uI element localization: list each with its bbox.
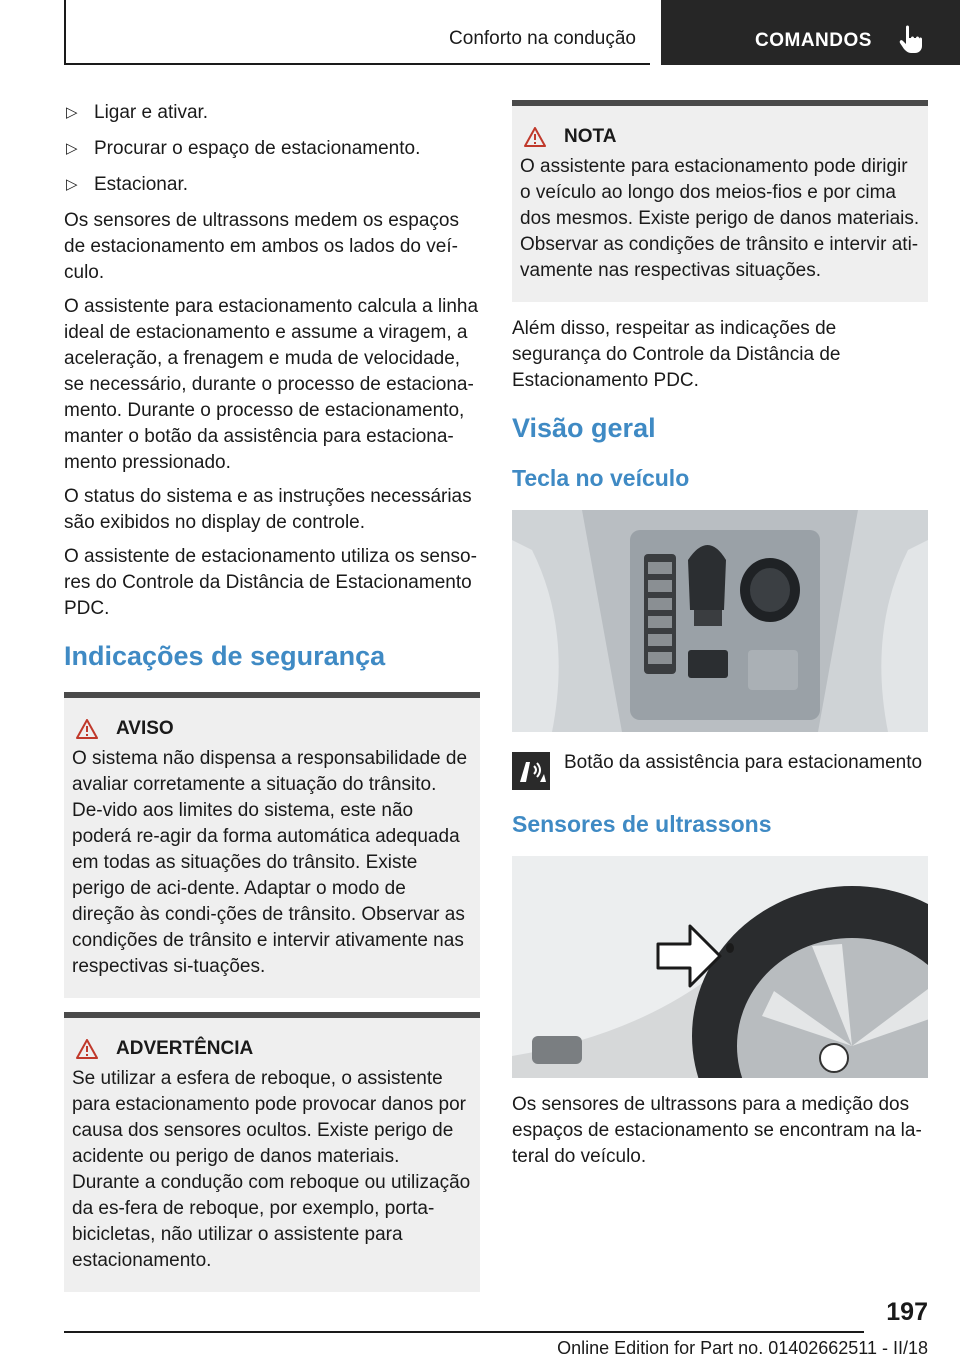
triangle-bullet-icon: ▷ [66, 176, 78, 193]
triangle-bullet-icon: ▷ [66, 140, 78, 157]
warning-title: AVISO [116, 718, 174, 739]
body-paragraph: O assistente de estacionamento utiliza os senso-res do Controle da Distância de Estacionamento PDC. [64, 546, 477, 619]
sensors-caption: Os sensores de ultrassons para a medição dos espaços de estacionamento se encontram na la-teral do veículo. [512, 1094, 922, 1167]
park-assist-button-icon [512, 752, 550, 790]
warning-triangle-icon [76, 1039, 98, 1059]
warning-text: O sistema não dispensa a responsabilidade de avaliar corretamente a situação do trânsito. De-vido aos limites do sistema, este não poderá re-agir da forma automática adequada em todas as situações do trânsito. Existe perigo de aci-dente. Adaptar o modo de direção às condi-ções de trânsito. Observar as condições de trânsito e intervir ativamente nas respectivas si-tuações. [72, 748, 468, 977]
page-number: 197 [886, 1298, 928, 1326]
warning-box-aviso [64, 692, 480, 998]
list-item: ▷ Estacionar. [64, 172, 480, 198]
warning-title: ADVERTÊNCIA [116, 1038, 254, 1059]
note-title: NOTA [564, 126, 617, 147]
warning-text: Se utilizar a esfera de reboque, o assistente para estacionamento pode provocar danos por causa dos sensores ocultos. Existe perigo de acidente ou perigo de danos materiais. Durante a condução com reboque ou utilização da es-fera de reboque, por exemplo, porta-bicicletas, não utilizar o assistente para estacionamento. [72, 1068, 471, 1271]
chapter-tab-label: COMANDOS [755, 30, 872, 51]
footer-edition: Online Edition for Part no. 01402662511 - II/18 [557, 1338, 928, 1358]
body-paragraph: Além disso, respeitar as indicações de segurança do Controle da Distância de Estacionamento PDC. [512, 318, 841, 391]
body-paragraph: Os sensores de ultrassons medem os espaços de estacionamento em ambos os lados do veí-culo. [64, 210, 459, 283]
center-console-photo [512, 510, 928, 732]
right-column [512, 100, 928, 1178]
list-item: ▷ Ligar e ativar. [64, 100, 480, 126]
body-paragraph: O status do sistema e as instruções necessárias são exibidos no display de controle. [64, 486, 472, 533]
warning-triangle-icon [76, 719, 98, 739]
body-paragraph: O assistente para estacionamento calcula a linha ideal de estacionamento e assume a viragem, a aceleração, a frenagem e muda de velocidade, se necessário, durante o processo de estaciona-mento. Durante o processo de estacionamento, manter o botão da assistência para estaciona-mento pressionado. [64, 296, 479, 473]
header-section-title: Conforto na condução [449, 28, 636, 49]
hand-pointer-icon [897, 24, 925, 54]
note-box-nota [512, 100, 928, 302]
section-heading-overview: Visão geral [512, 413, 656, 443]
subheading-button: Tecla no veículo [512, 465, 690, 491]
note-text: O assistente para estacionamento pode dirigir o veículo ao longo dos meios-fios e por cima dos mesmos. Existe perigo de danos materiais. Observar as condições de trânsito e intervir ati-vamente nas respectivas situações. [520, 156, 920, 281]
caution-triangle-icon [524, 127, 546, 147]
header-rule-vertical [64, 0, 66, 64]
footer-rule [64, 1331, 864, 1333]
section-heading-safety: Indicações de segurança [64, 641, 386, 671]
button-caption: Botão da assistência para estacionamento [564, 752, 923, 773]
subheading-sensors: Sensores de ultrassons [512, 811, 772, 837]
header-rule-horizontal [64, 63, 650, 65]
chapter-tab[interactable] [661, 0, 960, 65]
ultrasonic-sensor-photo [512, 856, 928, 1078]
list-item: ▷ Procurar o espaço de estacionamento. [64, 136, 480, 162]
left-column [64, 100, 480, 1306]
triangle-bullet-icon: ▷ [66, 104, 78, 121]
warning-box-advertencia [64, 1012, 480, 1292]
